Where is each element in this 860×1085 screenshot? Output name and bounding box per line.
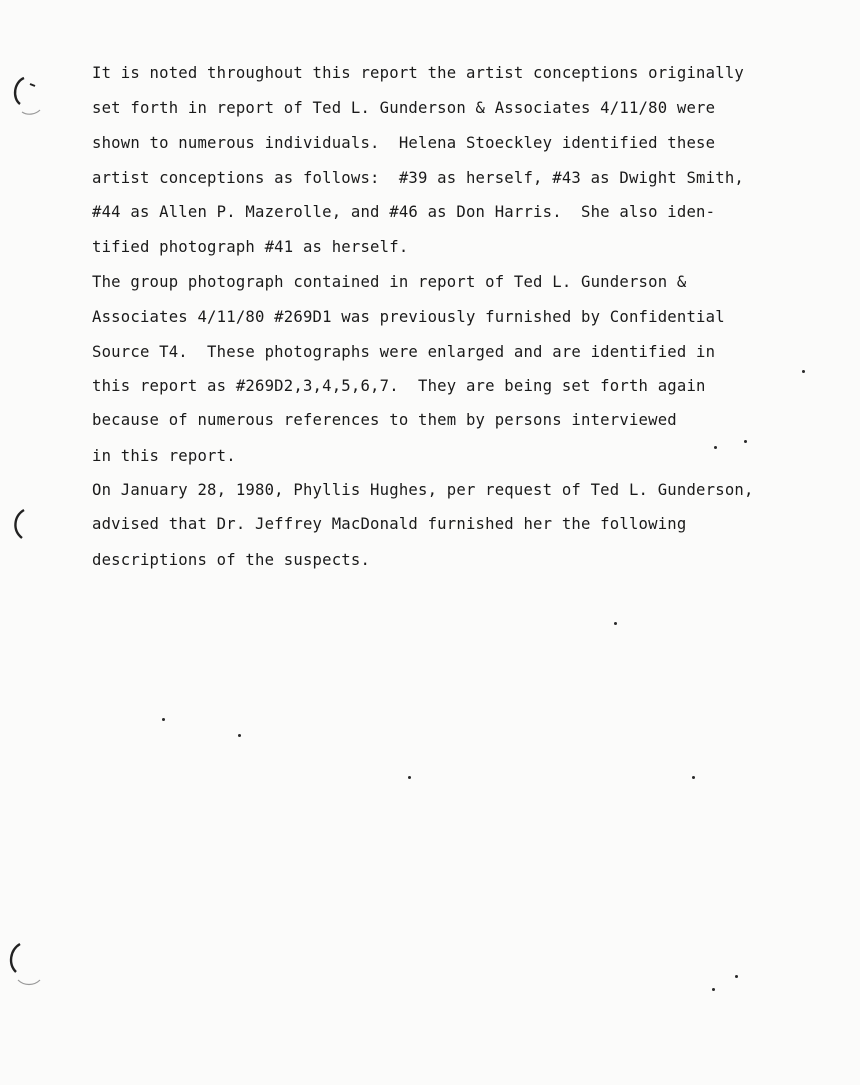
body-line: #44 as Allen P. Mazerolle, and #46 as Don Harris. She also iden- [92, 203, 716, 221]
scan-speck [744, 440, 747, 443]
scan-speck [614, 622, 617, 625]
body-line: Source T4. These photographs were enlarged and are identified in [92, 343, 716, 361]
body-line: The group photograph contained in report of Ted L. Gunderson & [92, 273, 687, 291]
scan-speck [712, 988, 715, 991]
body-line: It is noted throughout this report the artist conceptions originally [92, 64, 744, 82]
body-line: artist conceptions as follows: #39 as herself, #43 as Dwight Smith, [92, 169, 744, 187]
body-line: in this report. [92, 447, 236, 465]
scan-speck [408, 776, 411, 779]
scan-speck [802, 370, 805, 373]
body-line: Associates 4/11/80 #269D1 was previously furnished by Confidential [92, 308, 725, 326]
scan-speck [714, 446, 717, 449]
body-line: advised that Dr. Jeffrey MacDonald furnished her the following [92, 515, 687, 533]
body-line: tified photograph #41 as herself. [92, 238, 409, 256]
body-line: set forth in report of Ted L. Gunderson & Associates 4/11/80 were [92, 99, 716, 117]
body-line: On January 28, 1980, Phyllis Hughes, per request of Ted L. Gunderson, [92, 481, 754, 499]
punch-hole-bottom [4, 942, 30, 976]
body-line: descriptions of the suspects. [92, 551, 371, 569]
body-line: because of numerous references to them by persons interviewed [92, 411, 677, 429]
punch-hole-top [8, 72, 34, 106]
body-line: shown to numerous individuals. Helena Stoeckley identified these [92, 134, 716, 152]
scan-speck [238, 734, 241, 737]
body-line: this report as #269D2,3,4,5,6,7. They are being set forth again [92, 377, 706, 395]
scan-speck [162, 718, 165, 721]
punch-hole-middle [8, 508, 34, 542]
scan-speck [735, 975, 738, 978]
scan-speck [692, 776, 695, 779]
